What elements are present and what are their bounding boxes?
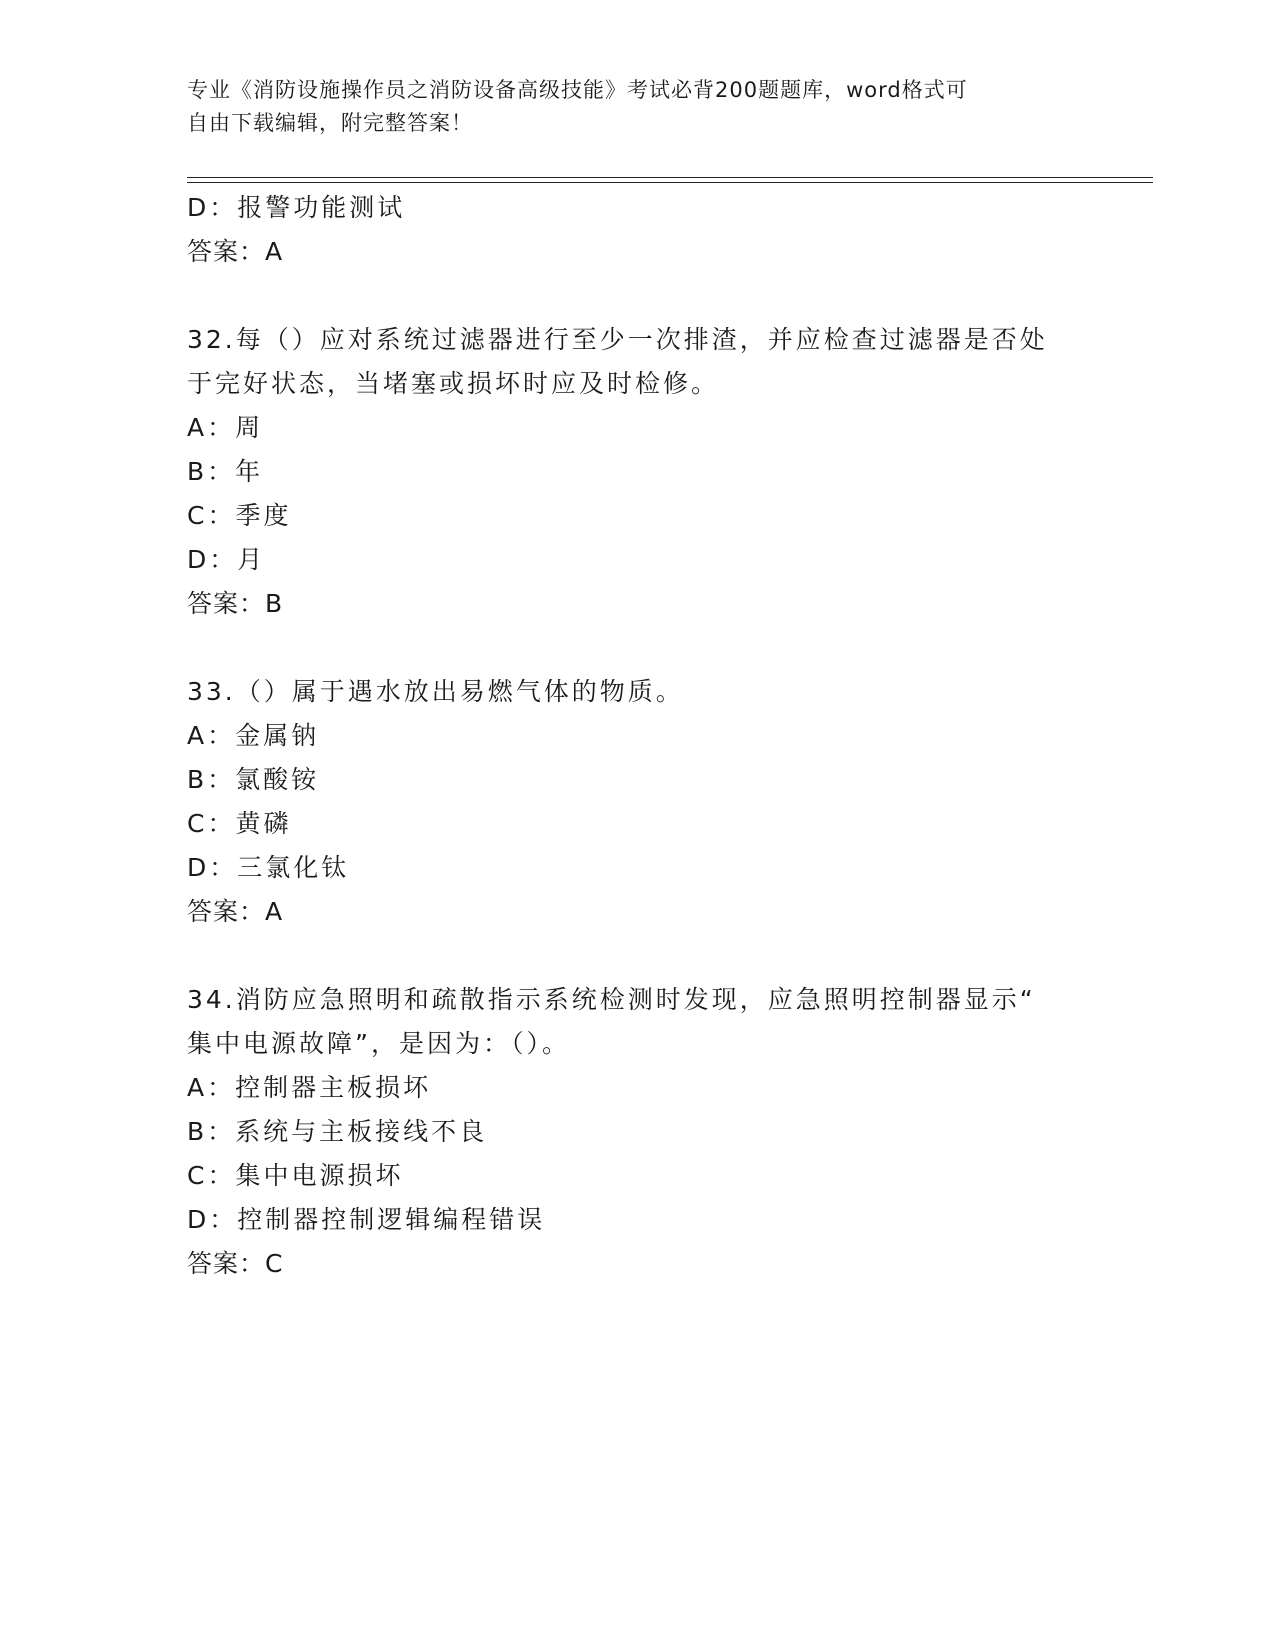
question-34-answer: 答案：C (187, 1249, 284, 1278)
question-32-option-b: B：年 (187, 457, 264, 486)
question-33-option-c: C：黄磷 (187, 809, 292, 838)
prev-answer: 答案：A (187, 237, 284, 266)
document-header (187, 74, 1087, 140)
header-line-2: 自由下载编辑，附完整答案！ (187, 111, 473, 135)
question-34-option-b: B：系统与主板接线不良 (187, 1117, 488, 1146)
question-32-option-a: A：周 (187, 413, 264, 442)
question-32-option-d: D：月 (187, 545, 266, 574)
prev-option-d: D：报警功能测试 (187, 193, 406, 222)
header-divider-bottom (187, 182, 1153, 183)
header-divider-top (187, 177, 1153, 178)
question-32-stem-line-1: 32.每（）应对系统过滤器进行至少一次排渣，并应检查过滤器是否处 (187, 325, 1048, 354)
question-33-option-b: B：氯酸铵 (187, 765, 320, 794)
header-line-1: 专业《消防设施操作员之消防设备高级技能》考试必背200题题库，word格式可 (187, 78, 968, 102)
question-33-option-d: D：三氯化钛 (187, 853, 350, 882)
question-32-answer: 答案：B (187, 589, 284, 618)
question-32-stem-line-2: 于完好状态，当堵塞或损坏时应及时检修。 (187, 369, 720, 398)
question-33-option-a: A：金属钠 (187, 721, 320, 750)
question-34-stem-line-2: 集中电源故障”，是因为：（）。 (187, 1029, 570, 1058)
question-34-option-c: C：集中电源损坏 (187, 1161, 404, 1190)
question-32-option-c: C：季度 (187, 501, 292, 530)
question-33-answer: 答案：A (187, 897, 284, 926)
question-34-option-d: D：控制器控制逻辑编程错误 (187, 1205, 546, 1234)
question-34-stem-line-1: 34.消防应急照明和疏散指示系统检测时发现，应急照明控制器显示“ (187, 985, 1036, 1014)
question-33-stem-line-1: 33.（）属于遇水放出易燃气体的物质。 (187, 677, 684, 706)
question-34-option-a: A：控制器主板损坏 (187, 1073, 432, 1102)
